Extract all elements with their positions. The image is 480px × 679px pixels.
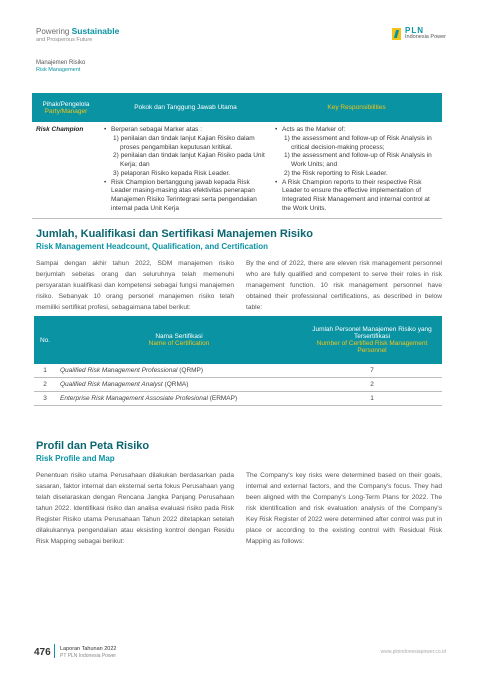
cell-cert-count: 1 bbox=[302, 392, 442, 406]
list-item: • A Risk Champion reports to their respective Risk Leader to ensure the effective implementation of Integrated Risk Management and internal control at the Work Units. bbox=[275, 179, 438, 214]
report-branding bbox=[36, 26, 119, 43]
brand-prefix: Powering bbox=[36, 27, 70, 36]
footer-company: PT PLN Indonesia Power bbox=[60, 653, 117, 659]
paragraph-headcount-en: By the end of 2022, there are eleven risk management personnel who are fully qualified and competent to serve their roles in risk management function. 10 risk management personnel have obtained their professional certifications, as described in below table: bbox=[246, 260, 442, 311]
breadcrumb bbox=[36, 60, 85, 73]
responsibility-table bbox=[32, 93, 442, 219]
list-item: 1) the assessment and follow-up of Risk Analysis in critical decision-making process; bbox=[284, 134, 432, 151]
section-subtitle-risk-profile: Risk Profile and Map bbox=[36, 454, 115, 463]
brand-emphasis: Sustainable bbox=[71, 26, 120, 36]
pln-lightning-icon bbox=[392, 28, 401, 40]
cell-cert-count: 7 bbox=[302, 364, 442, 378]
col-key-resp-header: Key Responsibilities bbox=[271, 93, 442, 122]
brand-tagline bbox=[36, 26, 119, 36]
list-item: 2) penilaian dan tindak lanjut Kajian Risiko pada Unit Kerja; dan bbox=[113, 152, 265, 169]
list-item: • Risk Champion bertanggung jawab kepada Risk Leader masing-masing atas efektivitas penerapan Manajemen Risiko Terintegrasi serta pengendalian internal pada Unit Kerja bbox=[104, 179, 267, 214]
logo-subname: Indonesia Power bbox=[405, 34, 446, 40]
col-party-header: Pihak/Pengelola Party/Manager bbox=[32, 93, 100, 122]
list-item: • Berperan sebagai Marker atas : 1) penilaian dan tindak lanjut Kajian Risiko dalam proses pengambilan keputusan kritikal. 2) penilaian dan tindak lanjut Kajian Risiko pada Unit Kerja; dan 3) pelaporan Risiko kepada Risk Leader. bbox=[104, 126, 267, 179]
logo-name: PLN bbox=[405, 26, 425, 35]
col-cert-name-header: Nama Sertifikasi Name of Certification bbox=[56, 316, 302, 364]
col-duties-header: Pokok dan Tanggung Jawab Utama bbox=[100, 93, 271, 122]
page-number: 476 bbox=[34, 647, 51, 658]
cell-no: 1 bbox=[34, 364, 56, 378]
certification-table bbox=[34, 316, 442, 406]
table-row bbox=[34, 392, 442, 406]
row-party-label: Risk Champion bbox=[32, 122, 100, 218]
row-duties-id bbox=[100, 122, 271, 218]
col-cert-count-header: Jumlah Personel Manajemen Risiko yang Tersertifikasi Number of Certified Risk Management Personnel bbox=[302, 316, 442, 364]
breadcrumb-id: Manajemen Risiko bbox=[36, 60, 86, 66]
pln-logo bbox=[392, 27, 446, 41]
cell-cert-name: Qualified Risk Management Professional (QRMP) bbox=[56, 364, 302, 378]
cell-no: 3 bbox=[34, 392, 56, 406]
cell-cert-name: Qualified Risk Management Analyst (QRMA) bbox=[56, 378, 302, 392]
footer-report-title: Laporan Tahunan 2022 bbox=[60, 646, 117, 652]
paragraph-risk-profile-en: The Company's key risks were determined based on their goals, internal and external factors, and the Company's focus. They had been aligned with the Company's Long-Term Plans for 2022. The risk identification and risk evaluation analysis of the Company's Key Risk Register of 2022 were determined after control was put in place or according to the existing control with Residual Risk Mapping as follows: bbox=[246, 472, 442, 545]
section-subtitle-headcount: Risk Management Headcount, Qualification, and Certification bbox=[36, 242, 269, 251]
cell-no: 2 bbox=[34, 378, 56, 392]
footer-website-link[interactable]: www.plnindonesiapower.co.id bbox=[380, 649, 446, 655]
section-title-risk-profile: Profil dan Peta Risiko bbox=[36, 440, 150, 452]
list-item: 3) pelaporan Risiko kepada Risk Leader. bbox=[113, 169, 231, 177]
cell-cert-count: 2 bbox=[302, 378, 442, 392]
list-item: 1) penilaian dan tindak lanjut Kajian Risiko dalam proses pengambilan keputusan kritikal. bbox=[113, 134, 255, 151]
table-row bbox=[32, 122, 442, 218]
list-item: 1) the assessment and follow-up of Risk Analysis in Work Units; and bbox=[284, 152, 432, 169]
breadcrumb-en: Risk Management bbox=[36, 67, 81, 73]
section-title-headcount: Jumlah, Kualifikasi dan Sertifikasi Manajemen Risiko bbox=[36, 228, 313, 240]
list-item: • Acts as the Marker of: 1) the assessment and follow-up of Risk Analysis in critical decision-making process; 1) the assessment and follow-up of Risk Analysis in Work Units; and 2) the Risk reporting to Risk Leader. bbox=[275, 126, 438, 179]
cell-cert-name: Enterprise Risk Management Assosiate Profesional (ERMAP) bbox=[56, 392, 302, 406]
paragraph-risk-profile-id: Penentuan risiko utama Perusahaan dilakukan berdasarkan pada sasaran, faktor internal dan eksternal serta fokus Perusahaan yang telah diselaraskan dengan Rencana Jangka Panjang Perusahaan tahun 2022. Identifikasi risiko dan analisa evaluasi risiko pada Risk Register Risiko utama Perusahaan Tahun 2022 ditetapkan setelah dilakukannya pengendalian atau eksisting kontrol dengan Residu Risk Mapping sebagai berikut: bbox=[36, 472, 234, 545]
table-row bbox=[34, 378, 442, 392]
row-duties-en bbox=[271, 122, 442, 218]
brand-tagline-line2: and Prosperous Future bbox=[36, 37, 93, 43]
col-no-header: No. bbox=[34, 316, 56, 364]
paragraph-headcount-id: Sampai dengan akhir tahun 2022, SDM manajemen risiko berjumlah sebelas orang dan seluruhnya telah memenuhi persyaratan kualifikasi dan kompetensi sebagai fungsi manajemen risiko. Sebanyak 10 orang personel manajemen risiko telah memiliki sertifikat profesi, sebagaimana tabel berikut: bbox=[36, 260, 234, 311]
table-row bbox=[34, 364, 442, 378]
footer-divider bbox=[54, 644, 55, 658]
list-item: 2) the Risk reporting to Risk Leader. bbox=[284, 169, 388, 177]
